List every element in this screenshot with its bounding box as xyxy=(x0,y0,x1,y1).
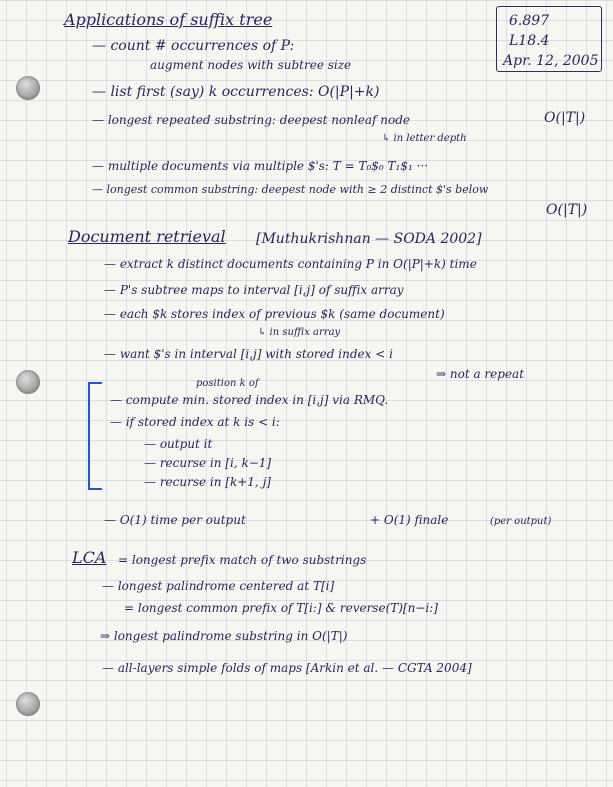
section-title: Document retrieval xyxy=(68,227,226,246)
note-line: — output it xyxy=(144,437,213,451)
annotation-note: (per output) xyxy=(490,516,552,527)
note-line: — each $k stores index of previous $k (same document) xyxy=(104,307,445,321)
note-line: — compute min. stored index in [i,j] via RMQ. xyxy=(110,393,389,407)
annotation-note: ⇒ not a repeat xyxy=(436,367,525,381)
note-line: augment nodes with subtree size xyxy=(150,58,352,72)
note-line: — recurse in [k+1, j] xyxy=(144,475,271,489)
reference-box xyxy=(496,6,602,72)
note-line: = longest prefix match of two substrings xyxy=(118,553,367,567)
note-line: — longest palindrome centered at T[i] xyxy=(102,579,335,593)
note-line: + O(1) finale xyxy=(370,513,449,527)
algorithm-bracket xyxy=(88,382,102,490)
note-line: — want $'s in interval [i,j] with stored index < i xyxy=(104,347,393,361)
note-line: — longest common substring: deepest node with ≥ 2 distinct $'s below xyxy=(92,183,489,196)
note-line: — recurse in [i, k−1] xyxy=(144,456,272,470)
page-title: Applications of suffix tree xyxy=(64,10,273,29)
note-line: — extract k distinct documents containing P in O(|P|+k) time xyxy=(104,257,477,271)
note-line: — O(1) time per output xyxy=(104,513,246,527)
annotation-note: ↳ in letter depth xyxy=(382,133,467,144)
note-line: — count # occurrences of P: xyxy=(92,38,295,54)
lecture-date: Apr. 12, 2005 xyxy=(503,53,599,69)
note-line: ⇒ longest palindrome substring in O(|T|) xyxy=(100,629,348,643)
note-line: — list first (say) k occurrences: O(|P|+k) xyxy=(92,84,380,100)
lecture-number: L18.4 xyxy=(509,33,550,49)
note-line: — all-layers simple folds of maps [Arkin et al. — CGTA 2004] xyxy=(102,661,472,675)
complexity-label: O(|T|) xyxy=(544,110,586,126)
note-line: — multiple documents via multiple $'s: T = T₀$₀ T₁$₁ ··· xyxy=(92,159,429,173)
section-title: LCA xyxy=(72,548,107,567)
binder-hole-top xyxy=(16,76,40,100)
note-line: = longest common prefix of T[i:] & reverse(T)[n−i:] xyxy=(124,601,438,615)
complexity-label: O(|T|) xyxy=(546,202,588,218)
annotation-note: ↳ in suffix array xyxy=(258,327,341,338)
binder-hole-bottom xyxy=(16,692,40,716)
note-line: — P's subtree maps to interval [i,j] of suffix array xyxy=(104,283,404,297)
binder-hole-middle xyxy=(16,370,40,394)
note-line: — if stored index at k is < i: xyxy=(110,415,280,429)
course-number: 6.897 xyxy=(509,13,550,29)
annotation-note: position k of xyxy=(196,378,259,389)
note-line: — longest repeated substring: deepest nonleaf node xyxy=(92,113,410,127)
citation: [Muthukrishnan — SODA 2002] xyxy=(256,231,482,247)
